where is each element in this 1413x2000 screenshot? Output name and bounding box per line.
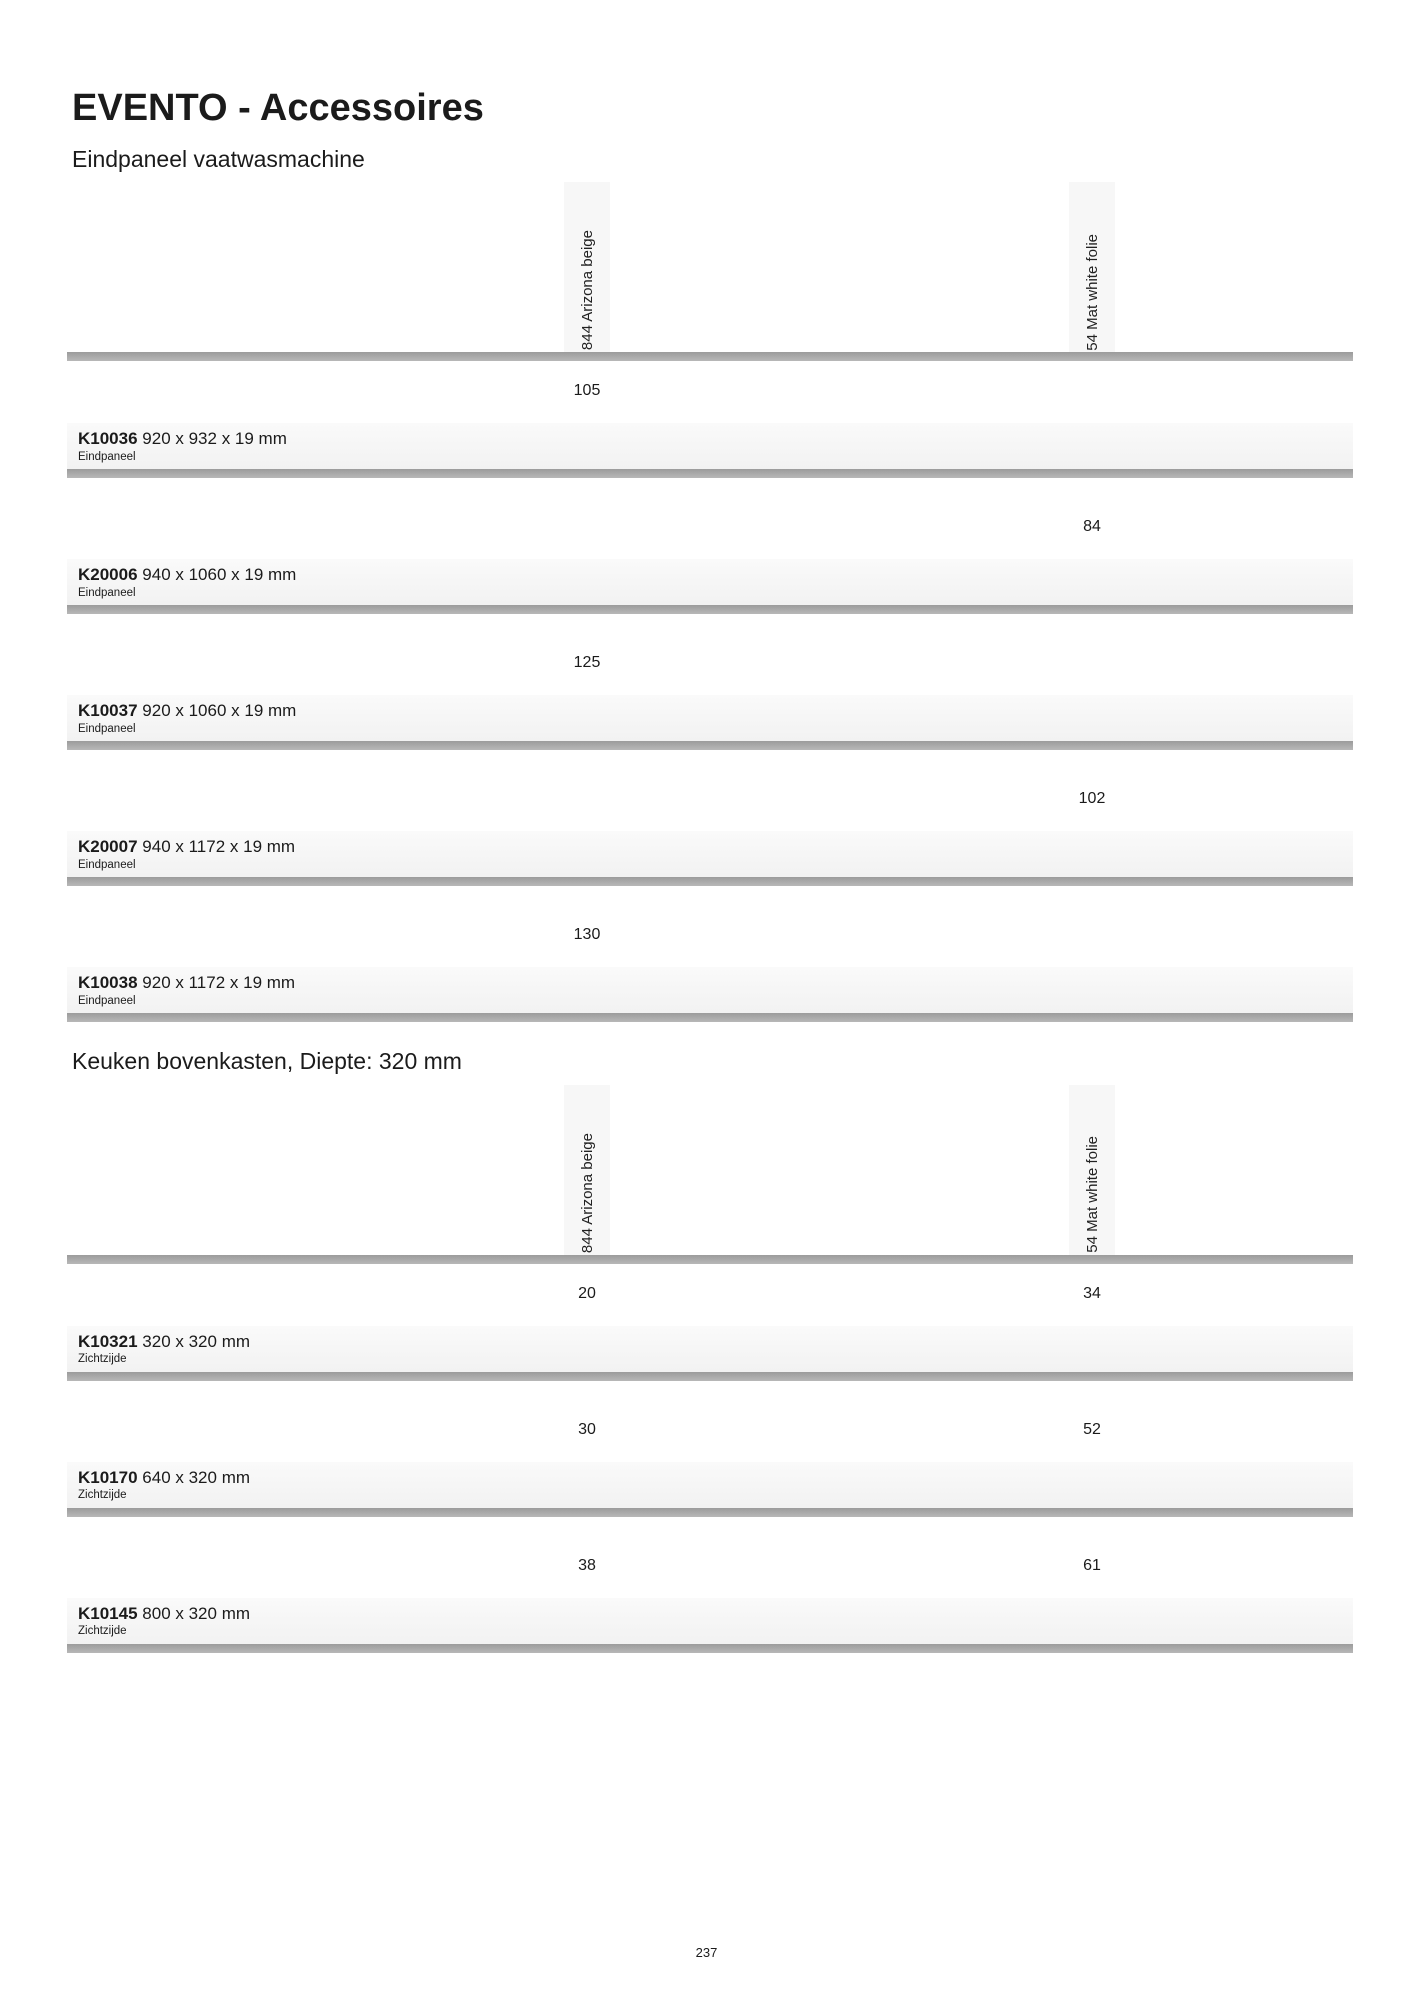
column-band-arizona-beige	[564, 182, 610, 352]
section-rows	[67, 1284, 1353, 1653]
price-col1: 105	[573, 382, 601, 400]
row-divider-bar	[67, 1372, 1353, 1381]
product-dimensions: 640 x 320 mm	[142, 1467, 251, 1487]
product-dimensions: 320 x 320 mm	[142, 1331, 251, 1351]
product-band	[67, 831, 1353, 877]
price-line	[67, 925, 1353, 945]
column-header-label: 54 Mat white folie	[1083, 233, 1101, 351]
product-title	[78, 973, 1353, 993]
price-line	[67, 653, 1353, 673]
column-header-label: 844 Arizona beige	[578, 1132, 596, 1253]
product-code: K10038	[78, 973, 138, 993]
page-number: 237	[695, 1945, 718, 1960]
product-dimensions: 800 x 320 mm	[142, 1603, 251, 1623]
price-col1: 20	[578, 1284, 596, 1302]
product-row	[67, 1284, 1353, 1381]
table-header	[67, 1085, 1353, 1255]
row-divider-bar	[67, 1013, 1353, 1022]
product-code: K20006	[78, 565, 138, 585]
product-sublabel: Zichtzijde	[78, 1625, 127, 1638]
price-line	[67, 789, 1353, 809]
row-divider-bar	[67, 741, 1353, 750]
product-code: K10145	[78, 1603, 138, 1623]
product-band	[67, 695, 1353, 741]
product-sublabel: Zichtzijde	[78, 1353, 127, 1366]
price-col1: 38	[578, 1556, 596, 1574]
table-header	[67, 182, 1353, 352]
section-rows	[67, 381, 1353, 1022]
price-col1: 130	[573, 926, 601, 944]
product-sublabel: Eindpaneel	[78, 858, 136, 871]
section-heading: Keuken bovenkasten, Diepte: 320 mm	[72, 1048, 462, 1075]
product-band	[67, 1598, 1353, 1644]
page-title: EVENTO - Accessoires	[72, 87, 484, 129]
price-col1: 30	[578, 1420, 596, 1438]
row-divider-bar	[67, 469, 1353, 478]
price-col2: 52	[1083, 1420, 1101, 1438]
catalog-section	[67, 146, 1353, 1022]
product-title	[78, 1332, 1353, 1352]
price-line	[67, 381, 1353, 401]
product-sublabel: Eindpaneel	[78, 450, 136, 463]
price-col2: 61	[1083, 1556, 1101, 1574]
price-col2: 102	[1078, 790, 1106, 808]
price-line	[67, 517, 1353, 537]
product-title	[78, 1604, 1353, 1624]
product-band	[67, 1462, 1353, 1508]
section-heading: Eindpaneel vaatwasmachine	[72, 145, 365, 172]
row-divider-bar	[67, 605, 1353, 614]
product-band	[67, 967, 1353, 1013]
price-col2: 34	[1083, 1284, 1101, 1302]
row-divider-bar	[67, 877, 1353, 886]
product-code: K10321	[78, 1331, 138, 1351]
product-row	[67, 653, 1353, 750]
product-row	[67, 517, 1353, 614]
product-dimensions: 940 x 1060 x 19 mm	[142, 565, 297, 585]
product-code: K20007	[78, 837, 138, 857]
product-row	[67, 789, 1353, 886]
product-row	[67, 1420, 1353, 1517]
header-divider-bar	[67, 352, 1353, 361]
row-divider-bar	[67, 1508, 1353, 1517]
product-band	[67, 559, 1353, 605]
product-sublabel: Zichtzijde	[78, 1489, 127, 1502]
product-title	[78, 837, 1353, 857]
product-dimensions: 920 x 932 x 19 mm	[142, 429, 287, 449]
column-header-label: 54 Mat white folie	[1083, 1135, 1101, 1253]
price-line	[67, 1420, 1353, 1440]
product-row	[67, 1556, 1353, 1653]
product-sublabel: Eindpaneel	[78, 722, 136, 735]
price-col2: 84	[1083, 518, 1101, 536]
product-row	[67, 925, 1353, 1022]
catalog-body	[67, 0, 1353, 1653]
product-sublabel: Eindpaneel	[78, 994, 136, 1007]
header-divider-bar	[67, 1255, 1353, 1264]
product-band	[67, 1326, 1353, 1372]
column-band-mat-white-folie	[1069, 1085, 1115, 1255]
column-band-mat-white-folie	[1069, 182, 1115, 352]
price-col1: 125	[573, 654, 601, 672]
product-dimensions: 920 x 1172 x 19 mm	[142, 973, 296, 993]
product-row	[67, 381, 1353, 478]
catalog-section	[67, 1048, 1353, 1652]
product-title	[78, 701, 1353, 721]
row-divider-bar	[67, 1644, 1353, 1653]
product-title	[78, 429, 1353, 449]
product-dimensions: 940 x 1172 x 19 mm	[142, 837, 296, 857]
product-title	[78, 565, 1353, 585]
product-code: K10037	[78, 701, 138, 721]
column-header-label: 844 Arizona beige	[578, 230, 596, 351]
price-line	[67, 1284, 1353, 1304]
product-band	[67, 423, 1353, 469]
column-band-arizona-beige	[564, 1085, 610, 1255]
product-dimensions: 920 x 1060 x 19 mm	[142, 701, 297, 721]
price-line	[67, 1556, 1353, 1576]
product-code: K10170	[78, 1467, 138, 1487]
product-title	[78, 1468, 1353, 1488]
product-sublabel: Eindpaneel	[78, 586, 136, 599]
product-code: K10036	[78, 429, 138, 449]
